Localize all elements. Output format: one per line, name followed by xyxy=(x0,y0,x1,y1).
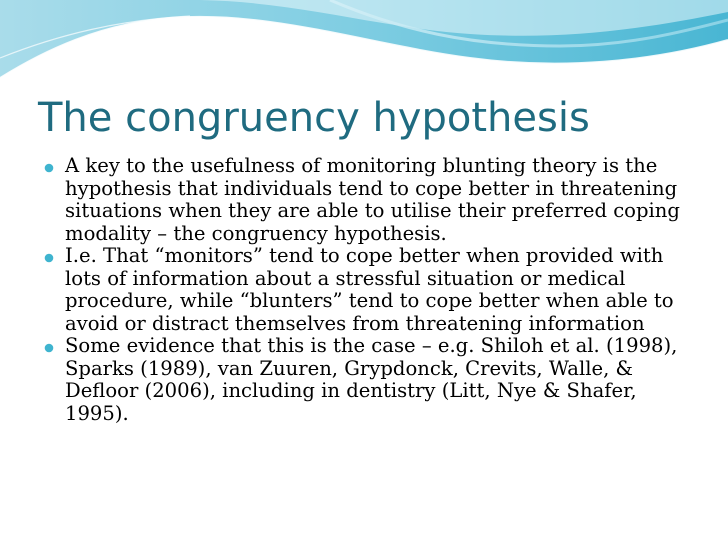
circle-bullet-icon xyxy=(44,253,54,263)
bullet-text: A key to the usefulness of monitoring blunting theory is the hypothesis that individuals tend to cope better in threatening situations when they are able to utilise their preferred coping modality – the congruency hypothesis. xyxy=(65,154,680,245)
bullet-item xyxy=(44,245,694,335)
circle-bullet-icon xyxy=(44,163,54,173)
header-wave-decoration xyxy=(0,0,728,90)
bullet-text: I.e. That “monitors” tend to cope better when provided with lots of information about a stressful situation or medical procedure, while “blunters” tend to cope better when able to avoid or distract themselves from threatening information xyxy=(65,244,674,335)
bullet-item xyxy=(44,155,694,245)
bullet-item xyxy=(44,335,694,425)
circle-bullet-icon xyxy=(44,343,54,353)
bullet-list xyxy=(44,155,694,425)
bullet-text: Some evidence that this is the case – e.g. Shiloh et al. (1998), Sparks (1989), van Zuuren, Grypdonck, Crevits, Walle, & Defloor (2006), including in dentistry (Litt, Nye & Shafer, 1995). xyxy=(65,334,678,425)
slide-title: The congruency hypothesis xyxy=(38,95,590,141)
